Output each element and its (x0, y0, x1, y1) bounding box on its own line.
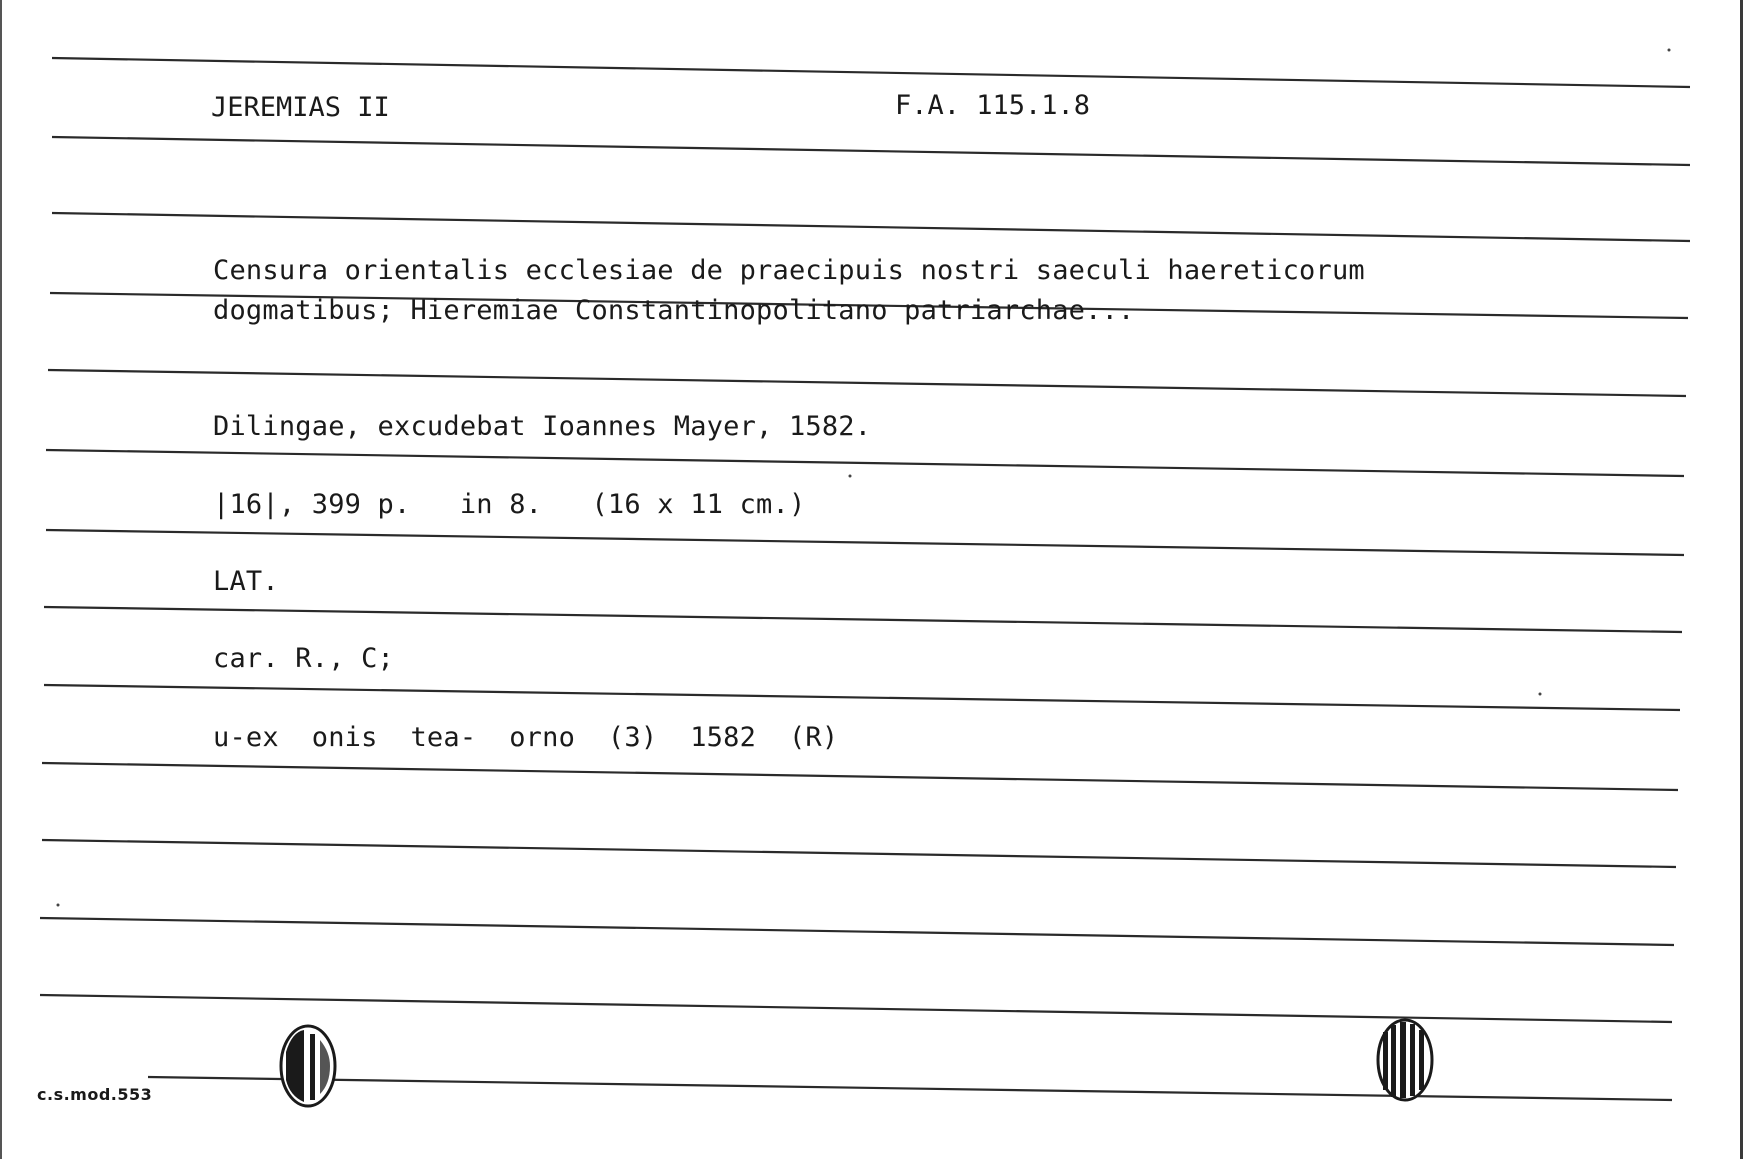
fingerprint-line: u-ex onis tea- orno (3) 1582 (R) (213, 722, 839, 753)
collation-line: |16|, 399 p. in 8. (16 x 11 cm.) (213, 489, 806, 520)
rule-line (44, 607, 1682, 632)
language-line: LAT. (213, 566, 279, 597)
title-line-2: dogmatibus; Hieremiae Constantinopolitano patriarchae... (213, 295, 1135, 326)
rule-line (42, 763, 1678, 790)
rule-line (46, 450, 1684, 476)
punch-hole-left (278, 1022, 338, 1110)
rule-line (44, 685, 1680, 710)
imprint-line: Dilingae, excudebat Ioannes Mayer, 1582. (213, 411, 872, 442)
punch-hole-right (1375, 1016, 1435, 1104)
rule-line (52, 213, 1690, 241)
rule-line (52, 137, 1690, 165)
rule-line (42, 840, 1676, 867)
rule-line (48, 370, 1686, 396)
title-line-1: Censura orientalis ecclesiae de praecipuis nostri saeculi haereticorum (213, 255, 1365, 286)
shelfmark: F.A. 115.1.8 (895, 90, 1091, 121)
typeface-line: car. R., C; (213, 643, 395, 674)
form-code: c.s.mod.553 (37, 1085, 153, 1104)
rule-line (52, 58, 1690, 87)
rule-line (46, 530, 1684, 555)
author-heading: JEREMIAS II (211, 92, 390, 123)
rule-line (40, 918, 1674, 945)
rule-line (148, 1077, 1672, 1100)
